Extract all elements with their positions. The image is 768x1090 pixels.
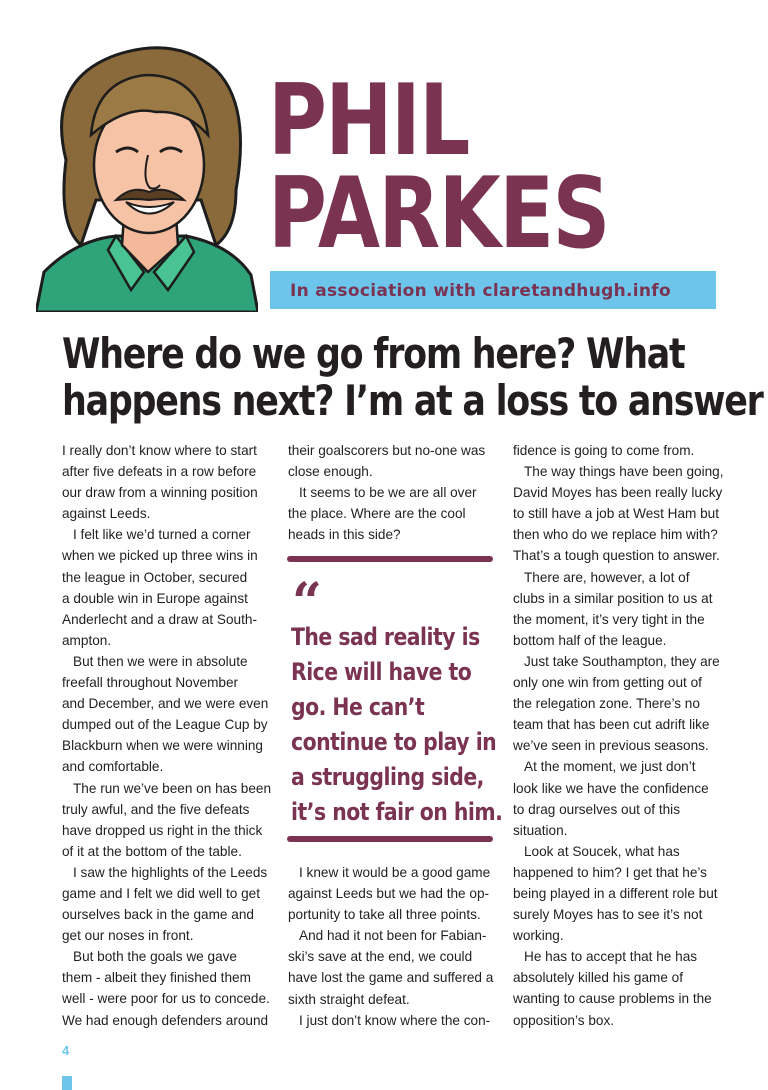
text-line: fidence is going to come from. — [513, 443, 695, 458]
pull-quote-bottom-rule — [287, 836, 493, 842]
text-line: He has to accept that he has — [524, 949, 698, 965]
text-line: freefall throughout November — [62, 675, 239, 691]
text-line: David Moyes has been really lucky — [513, 485, 723, 501]
page-marker — [62, 1076, 72, 1090]
text-line: only one win from getting out of — [513, 675, 702, 691]
text-line: It seems to be we are all over — [299, 485, 477, 501]
text-line: Anderlecht and a draw at South- — [62, 611, 257, 627]
text-line: the place. Where are the cool — [288, 506, 466, 522]
text-line: when we picked up three wins in — [62, 548, 258, 564]
text-line: I saw the highlights of the Leeds — [73, 864, 268, 880]
text-line: opposition’s box. — [513, 1012, 615, 1028]
text-line: and December, and we were even — [62, 696, 269, 712]
page-number: 4 — [62, 1043, 70, 1058]
text-line: We had enough defenders around — [62, 1012, 269, 1028]
text-line: and comfortable. — [62, 759, 164, 775]
text-line: But both the goals we gave — [73, 949, 237, 965]
pull-quote — [291, 620, 512, 830]
text-line: wanting to cause problems in the — [513, 991, 712, 1007]
text-line: bottom half of the league. — [513, 632, 667, 648]
text-line: have lost the game and suffered a — [288, 970, 494, 986]
text-line: heads in this side? — [288, 527, 401, 543]
text-line: a double win in Europe against — [62, 590, 248, 606]
text-line: to drag ourselves out of this — [513, 801, 680, 817]
headline-line-1: Where do we go from here? What — [62, 329, 685, 378]
text-line: happened to him? I get that he’s — [513, 864, 707, 880]
text-line: There are, however, a lot of — [524, 569, 690, 585]
text-line: sixth straight defeat. — [288, 991, 410, 1007]
text-line: to still have a job at West Ham but — [513, 506, 720, 522]
text-line: the relegation zone. There’s no — [513, 696, 700, 712]
caricature-portrait — [36, 40, 258, 312]
text-line: situation. — [513, 822, 568, 838]
text-line: portunity to take all three points. — [288, 907, 481, 923]
text-line: being played in a different role but — [513, 885, 718, 901]
text-line: clubs in a similar position to us at — [513, 590, 713, 606]
text-line: our draw from a winning position — [62, 485, 258, 501]
text-line: truly awful, and the five defeats — [62, 801, 250, 817]
text-line: them - albeit they finished them — [62, 970, 251, 986]
body-column-2-top — [288, 440, 500, 545]
text-line: game and I felt we did well to get — [62, 885, 260, 901]
pull-quote-line: go. He can’t — [291, 693, 425, 721]
text-line: against Leeds. — [62, 506, 151, 522]
text-line: At the moment, we just don’t — [524, 759, 696, 775]
text-line: That’s a tough question to answer. — [513, 548, 720, 564]
pull-quote-line: a struggling side, — [291, 763, 484, 791]
text-line: I knew it would be a good game — [299, 865, 491, 880]
author-name-last: PARKES — [268, 157, 609, 271]
text-line: I felt like we’d turned a corner — [73, 527, 251, 543]
text-line: ski’s save at the end, we could — [288, 949, 473, 965]
text-line: But then we were in absolute — [73, 653, 248, 669]
text-line: against Leeds but we had the op- — [288, 886, 490, 902]
text-line: Blackburn when we were winning — [62, 738, 263, 754]
headline-line-2: happens next? I’m at a loss to answer — [62, 376, 763, 425]
text-line: we’ve seen in previous seasons. — [513, 738, 709, 754]
quote-mark-icon: “ — [292, 572, 322, 633]
pull-quote-line: Rice will have to — [291, 658, 472, 686]
text-line: look like we have the confidence — [513, 780, 709, 796]
author-name-first: PHIL — [268, 64, 469, 178]
text-line: the league in October, secured — [62, 569, 248, 585]
association-banner: In association with claretandhugh.info — [270, 271, 716, 309]
text-line: I just don’t know where the con- — [299, 1012, 491, 1028]
text-line: ourselves back in the game and — [62, 907, 254, 923]
text-line: I really don’t know where to start — [62, 443, 257, 458]
pull-quote-top-rule — [287, 556, 493, 562]
text-line: team that has been cut adrift like — [513, 717, 710, 733]
article-headline — [62, 329, 763, 425]
text-line: their goalscorers but no-one was — [288, 443, 486, 458]
text-line: well - were poor for us to concede. — [62, 991, 270, 1007]
body-column-2-bottom — [288, 862, 500, 1031]
text-line: ampton. — [62, 632, 112, 648]
text-line: absolutely killed his game of — [513, 970, 684, 986]
text-line: get our noses in front. — [62, 928, 194, 944]
body-column-1 — [62, 440, 274, 1031]
pull-quote-line: The sad reality is — [291, 623, 480, 651]
text-line: And had it not been for Fabian- — [299, 928, 487, 944]
text-line: after five defeats in a row before — [62, 464, 257, 480]
pull-quote-line: it’s not fair on him. — [291, 798, 503, 826]
text-line: the moment, it’s very tight in the — [513, 611, 705, 627]
text-line: dumped out of the League Cup by — [62, 717, 268, 733]
text-line: of it at the bottom of the table. — [62, 843, 242, 859]
text-line: have dropped us right in the thick — [62, 822, 263, 838]
text-line: working. — [513, 928, 564, 944]
text-line: The way things have been going, — [524, 464, 724, 480]
body-column-3 — [513, 440, 725, 1031]
text-line: Just take Southampton, they are — [524, 653, 720, 669]
text-line: The run we’ve been on has been — [73, 780, 272, 796]
text-line: close enough. — [288, 464, 373, 480]
text-line: surely Moyes has to see it’s not — [513, 907, 703, 923]
pull-quote-line: continue to play in — [291, 728, 497, 756]
text-line: then who do we replace him with? — [513, 527, 718, 543]
text-line: Look at Soucek, what has — [524, 843, 680, 859]
